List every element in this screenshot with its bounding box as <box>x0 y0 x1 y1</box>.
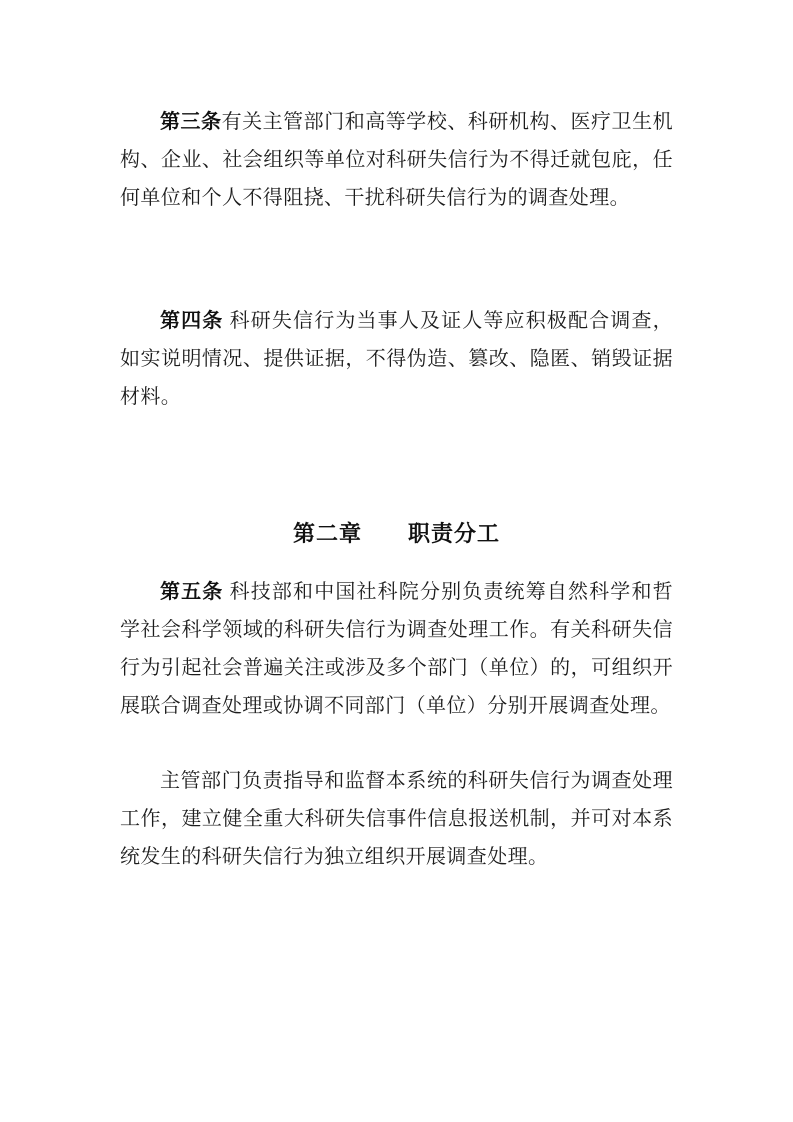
article-3-paragraph <box>120 103 673 217</box>
article-4-paragraph <box>120 302 673 416</box>
article-3-label: 第三条 <box>160 111 222 133</box>
article-5-text: 科技部和中国社科院分别负责统筹自然科学和哲学社会科学领域的科研失信行为调查处理工作。有关科研失信行为引起社会普遍关注或涉及多个部门（单位）的，可组织开展联合调查处理或协调不同部门（单位）分别开展调查处理。 <box>120 581 673 717</box>
article-5-continuation-paragraph <box>120 762 673 876</box>
article-3-text: 有关主管部门和高等学校、科研机构、医疗卫生机构、企业、社会组织等单位对科研失信行为不得迁就包庇，任何单位和个人不得阻挠、干扰科研失信行为的调查处理。 <box>120 111 673 209</box>
article-4-text: 科研失信行为当事人及证人等应积极配合调查，如实说明情况、提供证据，不得伪造、篡改、隐匿、销毁证据材料。 <box>120 310 673 408</box>
article-5-label: 第五条 <box>160 581 224 603</box>
chapter-2-heading: 第二章 职责分工 <box>292 521 500 546</box>
article-5-paragraph <box>120 573 673 725</box>
article-5-continuation-text: 主管部门负责指导和监督本系统的科研失信行为调查处理工作，建立健全重大科研失信事件信息报送机制，并可对本系统发生的科研失信行为独立组织开展调查处理。 <box>120 770 673 868</box>
article-4-label: 第四条 <box>160 310 224 332</box>
